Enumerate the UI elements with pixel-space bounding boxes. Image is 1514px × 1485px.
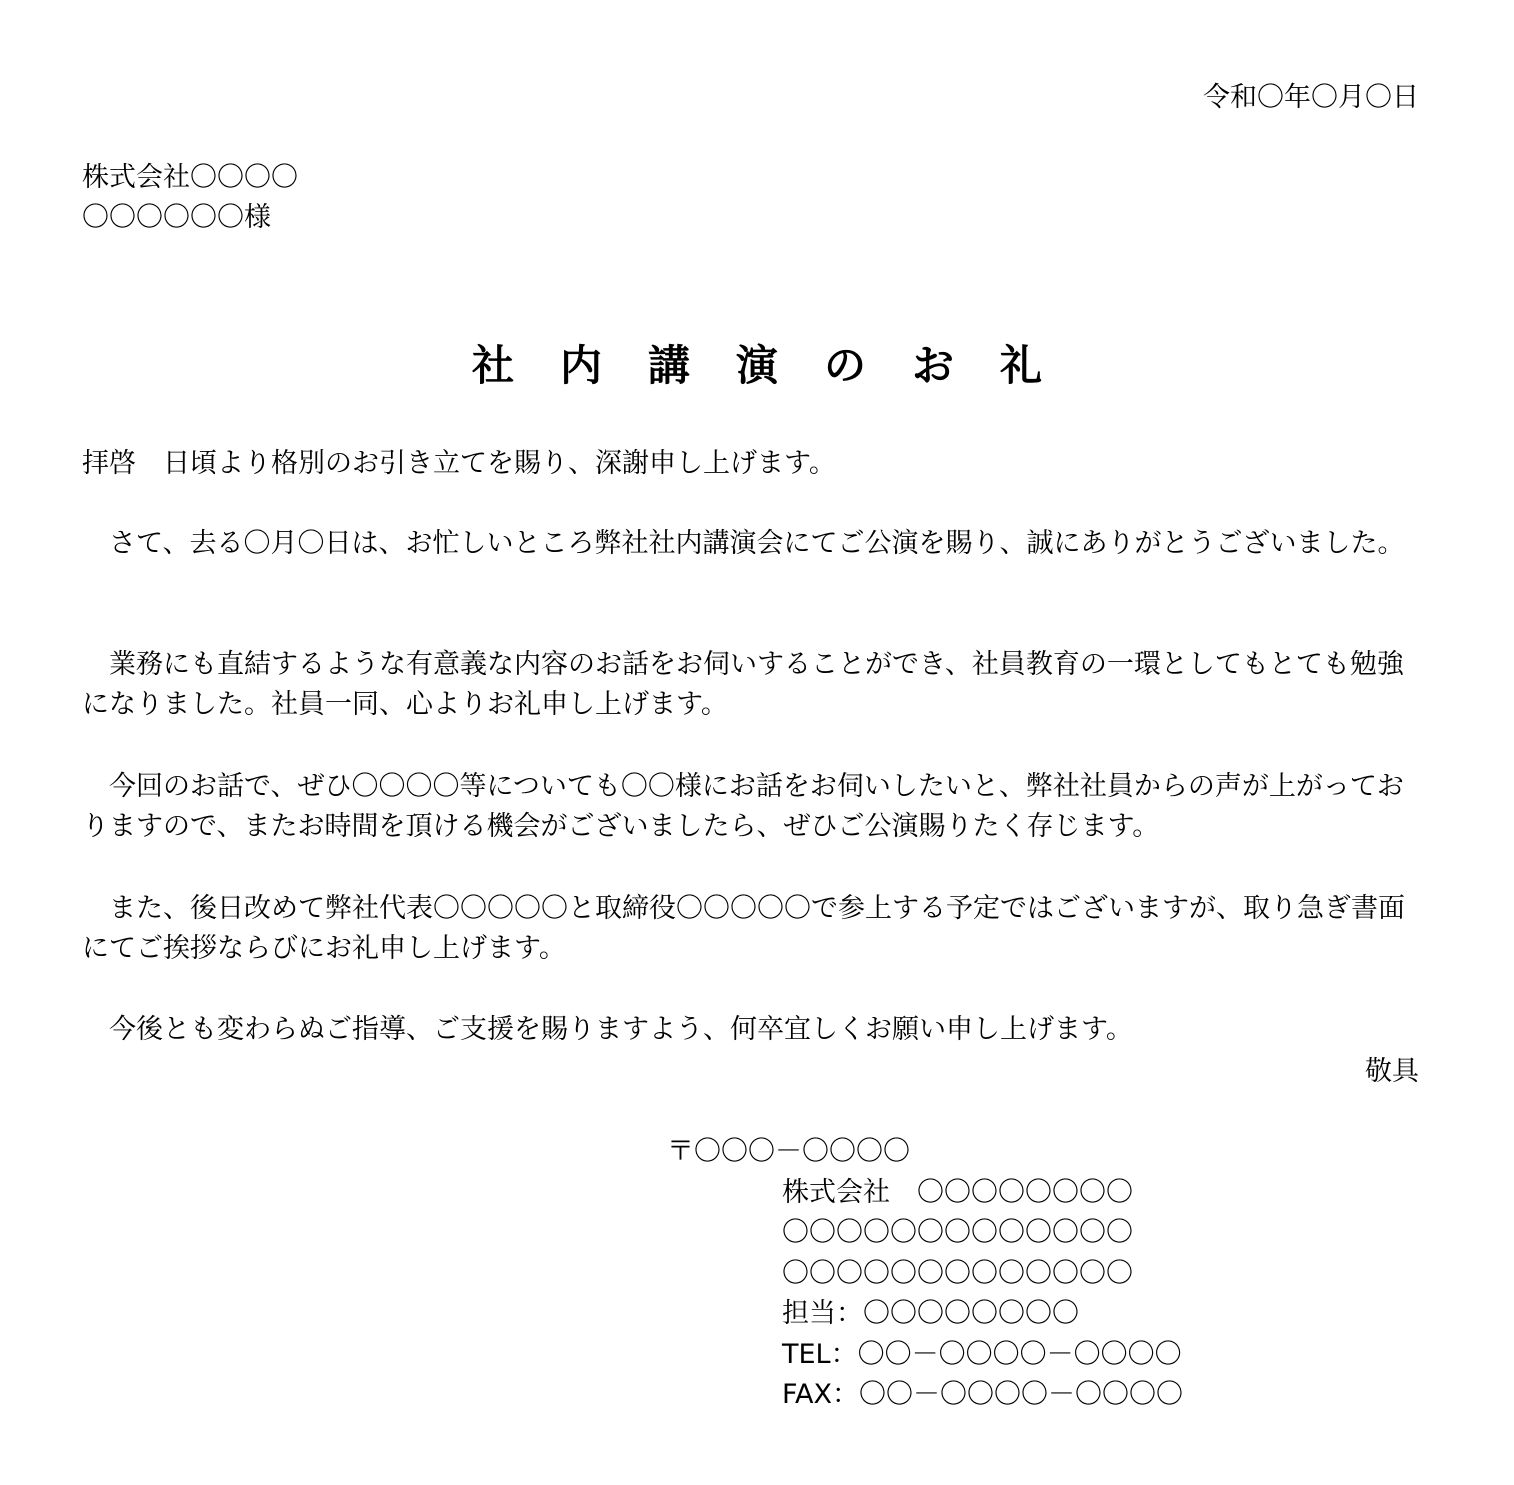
recipient-name: 〇〇〇〇〇〇様 (82, 202, 271, 233)
sender-postal-code: 〒〇〇〇－〇〇〇〇 (667, 1136, 910, 1167)
sender-block (667, 1132, 1183, 1416)
letter-date: 令和〇年〇月〇日 (1203, 82, 1419, 113)
body-paragraph-4: また、後日改めて弊社代表〇〇〇〇〇と取締役〇〇〇〇〇で参上する予定ではございますが、取り急ぎ書面にてご挨拶ならびにお礼申し上げます。 (82, 893, 1405, 964)
body-paragraph-2: 業務にも直結するような有意義な内容のお話をお伺いすることができ、社員教育の一環としてもとても勉強になりました。社員一同、心よりお礼申し上げます。 (82, 649, 1404, 720)
sender-address-line-2: 〇〇〇〇〇〇〇〇〇〇〇〇〇 (782, 1257, 1133, 1289)
closing-phrase: 敬具 (1365, 1056, 1419, 1087)
recipient-company: 株式会社〇〇〇〇 (82, 162, 298, 193)
letter-title: 社内講演のお礼 (471, 341, 1088, 390)
sender-fax: FAX：〇〇－〇〇〇〇－〇〇〇〇 (782, 1379, 1184, 1410)
greeting-line: 拝啓 日頃より格別のお引き立てを賜り、深謝申し上げます。 (82, 448, 836, 479)
sender-address-line-1: 〇〇〇〇〇〇〇〇〇〇〇〇〇 (782, 1217, 1133, 1248)
sender-company: 株式会社 〇〇〇〇〇〇〇〇 (782, 1176, 1133, 1208)
sender-contact-person: 担当：〇〇〇〇〇〇〇〇 (782, 1298, 1079, 1329)
body-paragraph-3: 今回のお話で、ぜひ〇〇〇〇等についても〇〇様にお話をお伺いしたいと、弊社社員からの声が上がっておりますので、またお時間を頂ける機会がございましたら、ぜひご公演賜りたく存じます。 (82, 771, 1404, 842)
body-paragraph-5: 今後とも変わらぬご指導、ご支援を賜りますよう、何卒宜しくお願い申し上げます。 (109, 1014, 1133, 1045)
sender-tel: TEL：〇〇－〇〇〇〇－〇〇〇〇 (782, 1338, 1182, 1370)
recipient-block (82, 158, 298, 238)
body-paragraph-1: さて、去る〇月〇日は、お忙しいところ弊社社内講演会にてご公演を賜り、誠にありがとうございました。 (109, 528, 1405, 559)
